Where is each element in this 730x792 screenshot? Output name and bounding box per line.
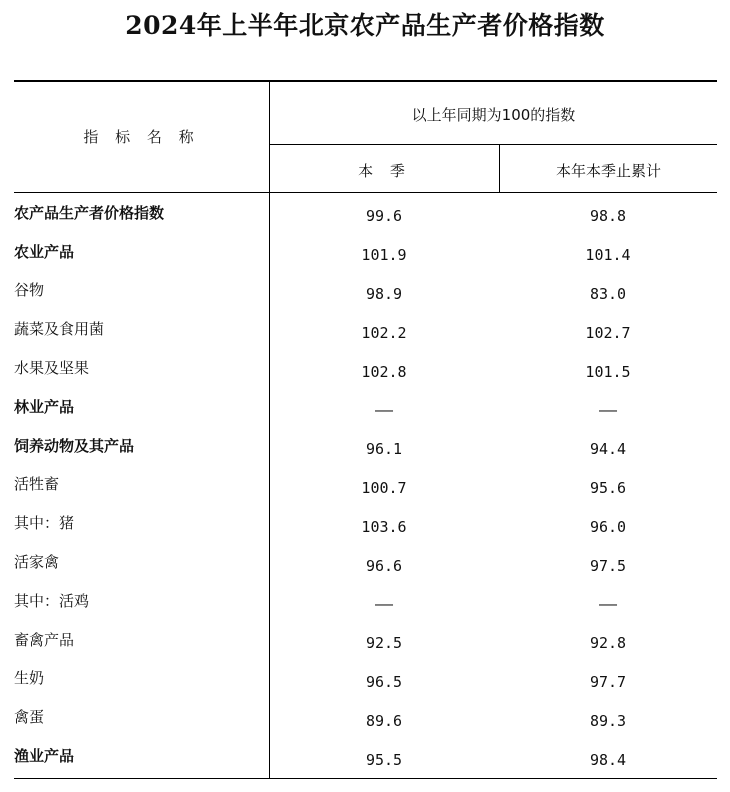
quarter-value: —— bbox=[374, 595, 394, 614]
cumulative-value: —— bbox=[598, 595, 618, 614]
cumulative-value-cell bbox=[499, 465, 717, 504]
indicator-name: 禽蛋 bbox=[14, 708, 45, 727]
indicator-name: 水果及坚果 bbox=[14, 359, 90, 378]
indicator-name: 农业产品 bbox=[14, 242, 75, 261]
indicator-name: 生奶 bbox=[14, 669, 45, 688]
quarter-value-cell bbox=[269, 503, 499, 542]
table-row bbox=[14, 697, 717, 736]
cumulative-value-cell bbox=[499, 193, 717, 232]
table-row bbox=[14, 348, 717, 387]
indicator-name: 林业产品 bbox=[14, 397, 75, 416]
cumulative-header: 本年本季止累计 bbox=[555, 162, 661, 180]
cumulative-value-cell bbox=[499, 426, 717, 465]
table-row bbox=[14, 387, 717, 426]
table-row bbox=[14, 426, 717, 465]
cumulative-value: 94.4 bbox=[589, 440, 627, 459]
quarter-value: 102.2 bbox=[361, 323, 407, 342]
cumulative-value-cell bbox=[499, 348, 717, 387]
quarter-value: —— bbox=[374, 401, 394, 420]
cumulative-value-cell bbox=[499, 697, 717, 736]
table-row bbox=[14, 193, 717, 232]
indicator-name: 活牲畜 bbox=[14, 475, 60, 494]
cumulative-value-cell bbox=[499, 271, 717, 310]
cumulative-value: 96.0 bbox=[589, 517, 627, 536]
indicator-name: 畜禽产品 bbox=[14, 630, 75, 649]
quarter-value: 100.7 bbox=[361, 478, 407, 497]
cumulative-value-cell bbox=[499, 503, 717, 542]
quarter-value: 96.5 bbox=[365, 672, 403, 691]
quarter-value-cell bbox=[269, 309, 499, 348]
table-row bbox=[14, 503, 717, 542]
indicator-name: 活家禽 bbox=[14, 553, 60, 572]
indicator-header: 指 标 名 称 bbox=[83, 128, 200, 146]
cumulative-value: 92.8 bbox=[589, 634, 627, 653]
quarter-value: 96.1 bbox=[365, 440, 403, 459]
page-title: 2024年上半年北京农产品生产者价格指数 bbox=[125, 11, 605, 40]
quarter-value: 95.5 bbox=[365, 750, 403, 769]
table-row bbox=[14, 659, 717, 698]
cumulative-value: 102.7 bbox=[585, 323, 631, 342]
cumulative-value: 98.8 bbox=[589, 207, 627, 226]
table-row bbox=[14, 232, 717, 271]
quarter-value-cell bbox=[269, 465, 499, 504]
cumulative-value: 97.5 bbox=[589, 556, 627, 575]
cumulative-value: —— bbox=[598, 401, 618, 420]
quarter-value-cell bbox=[269, 193, 499, 232]
quarter-value: 99.6 bbox=[365, 207, 403, 226]
quarter-value: 98.9 bbox=[365, 284, 403, 303]
quarter-value-cell bbox=[269, 387, 499, 426]
table-row bbox=[14, 581, 717, 620]
indicator-name: 其中：猪 bbox=[14, 514, 75, 533]
table-row bbox=[14, 271, 717, 310]
cumulative-value-cell bbox=[499, 309, 717, 348]
quarter-value-cell bbox=[269, 232, 499, 271]
quarter-value-cell bbox=[269, 426, 499, 465]
quarter-value: 92.5 bbox=[365, 634, 403, 653]
indicator-name: 渔业产品 bbox=[14, 747, 75, 766]
cumulative-value: 83.0 bbox=[589, 284, 627, 303]
cumulative-value-cell bbox=[499, 659, 717, 698]
quarter-value-cell bbox=[269, 659, 499, 698]
table-row bbox=[14, 465, 717, 504]
quarter-value: 101.9 bbox=[361, 246, 407, 265]
quarter-value: 89.6 bbox=[365, 711, 403, 730]
table-row bbox=[14, 542, 717, 581]
table-top-rule bbox=[14, 80, 717, 82]
table-bottom-rule bbox=[14, 778, 717, 779]
indicator-name: 蔬菜及食用菌 bbox=[14, 320, 105, 339]
indicator-name: 其中：活鸡 bbox=[14, 591, 90, 610]
quarter-value: 102.8 bbox=[361, 362, 407, 381]
cumulative-value: 95.6 bbox=[589, 478, 627, 497]
table-row bbox=[14, 309, 717, 348]
cumulative-value-cell bbox=[499, 232, 717, 271]
cumulative-value: 89.3 bbox=[589, 711, 627, 730]
cumulative-value-cell bbox=[499, 581, 717, 620]
quarter-value-cell bbox=[269, 271, 499, 310]
quarter-value: 96.6 bbox=[365, 556, 403, 575]
cumulative-value-cell bbox=[499, 542, 717, 581]
table-row bbox=[14, 736, 717, 775]
cumulative-value: 98.4 bbox=[589, 750, 627, 769]
quarter-value-cell bbox=[269, 736, 499, 775]
indicator-name: 谷物 bbox=[14, 281, 45, 300]
cumulative-value-cell bbox=[499, 620, 717, 659]
indicator-name: 农产品生产者价格指数 bbox=[14, 203, 165, 222]
quarter-value-cell bbox=[269, 348, 499, 387]
cumulative-value-cell bbox=[499, 387, 717, 426]
table-row bbox=[14, 620, 717, 659]
cumulative-value: 101.5 bbox=[585, 362, 631, 381]
quarter-value-cell bbox=[269, 542, 499, 581]
quarter-value-cell bbox=[269, 697, 499, 736]
quarter-value: 103.6 bbox=[361, 517, 407, 536]
quarter-value-cell bbox=[269, 581, 499, 620]
cumulative-value: 97.7 bbox=[589, 672, 627, 691]
indicator-name: 饲养动物及其产品 bbox=[14, 436, 135, 455]
price-index-table bbox=[14, 193, 717, 775]
header-mid-rule bbox=[269, 144, 717, 145]
current-quarter-header: 本 季 bbox=[358, 162, 411, 180]
quarter-value-cell bbox=[269, 620, 499, 659]
cumulative-value: 101.4 bbox=[585, 246, 631, 265]
index-group-header: 以上年同期为100的指数 bbox=[411, 106, 576, 124]
cumulative-value-cell bbox=[499, 736, 717, 775]
